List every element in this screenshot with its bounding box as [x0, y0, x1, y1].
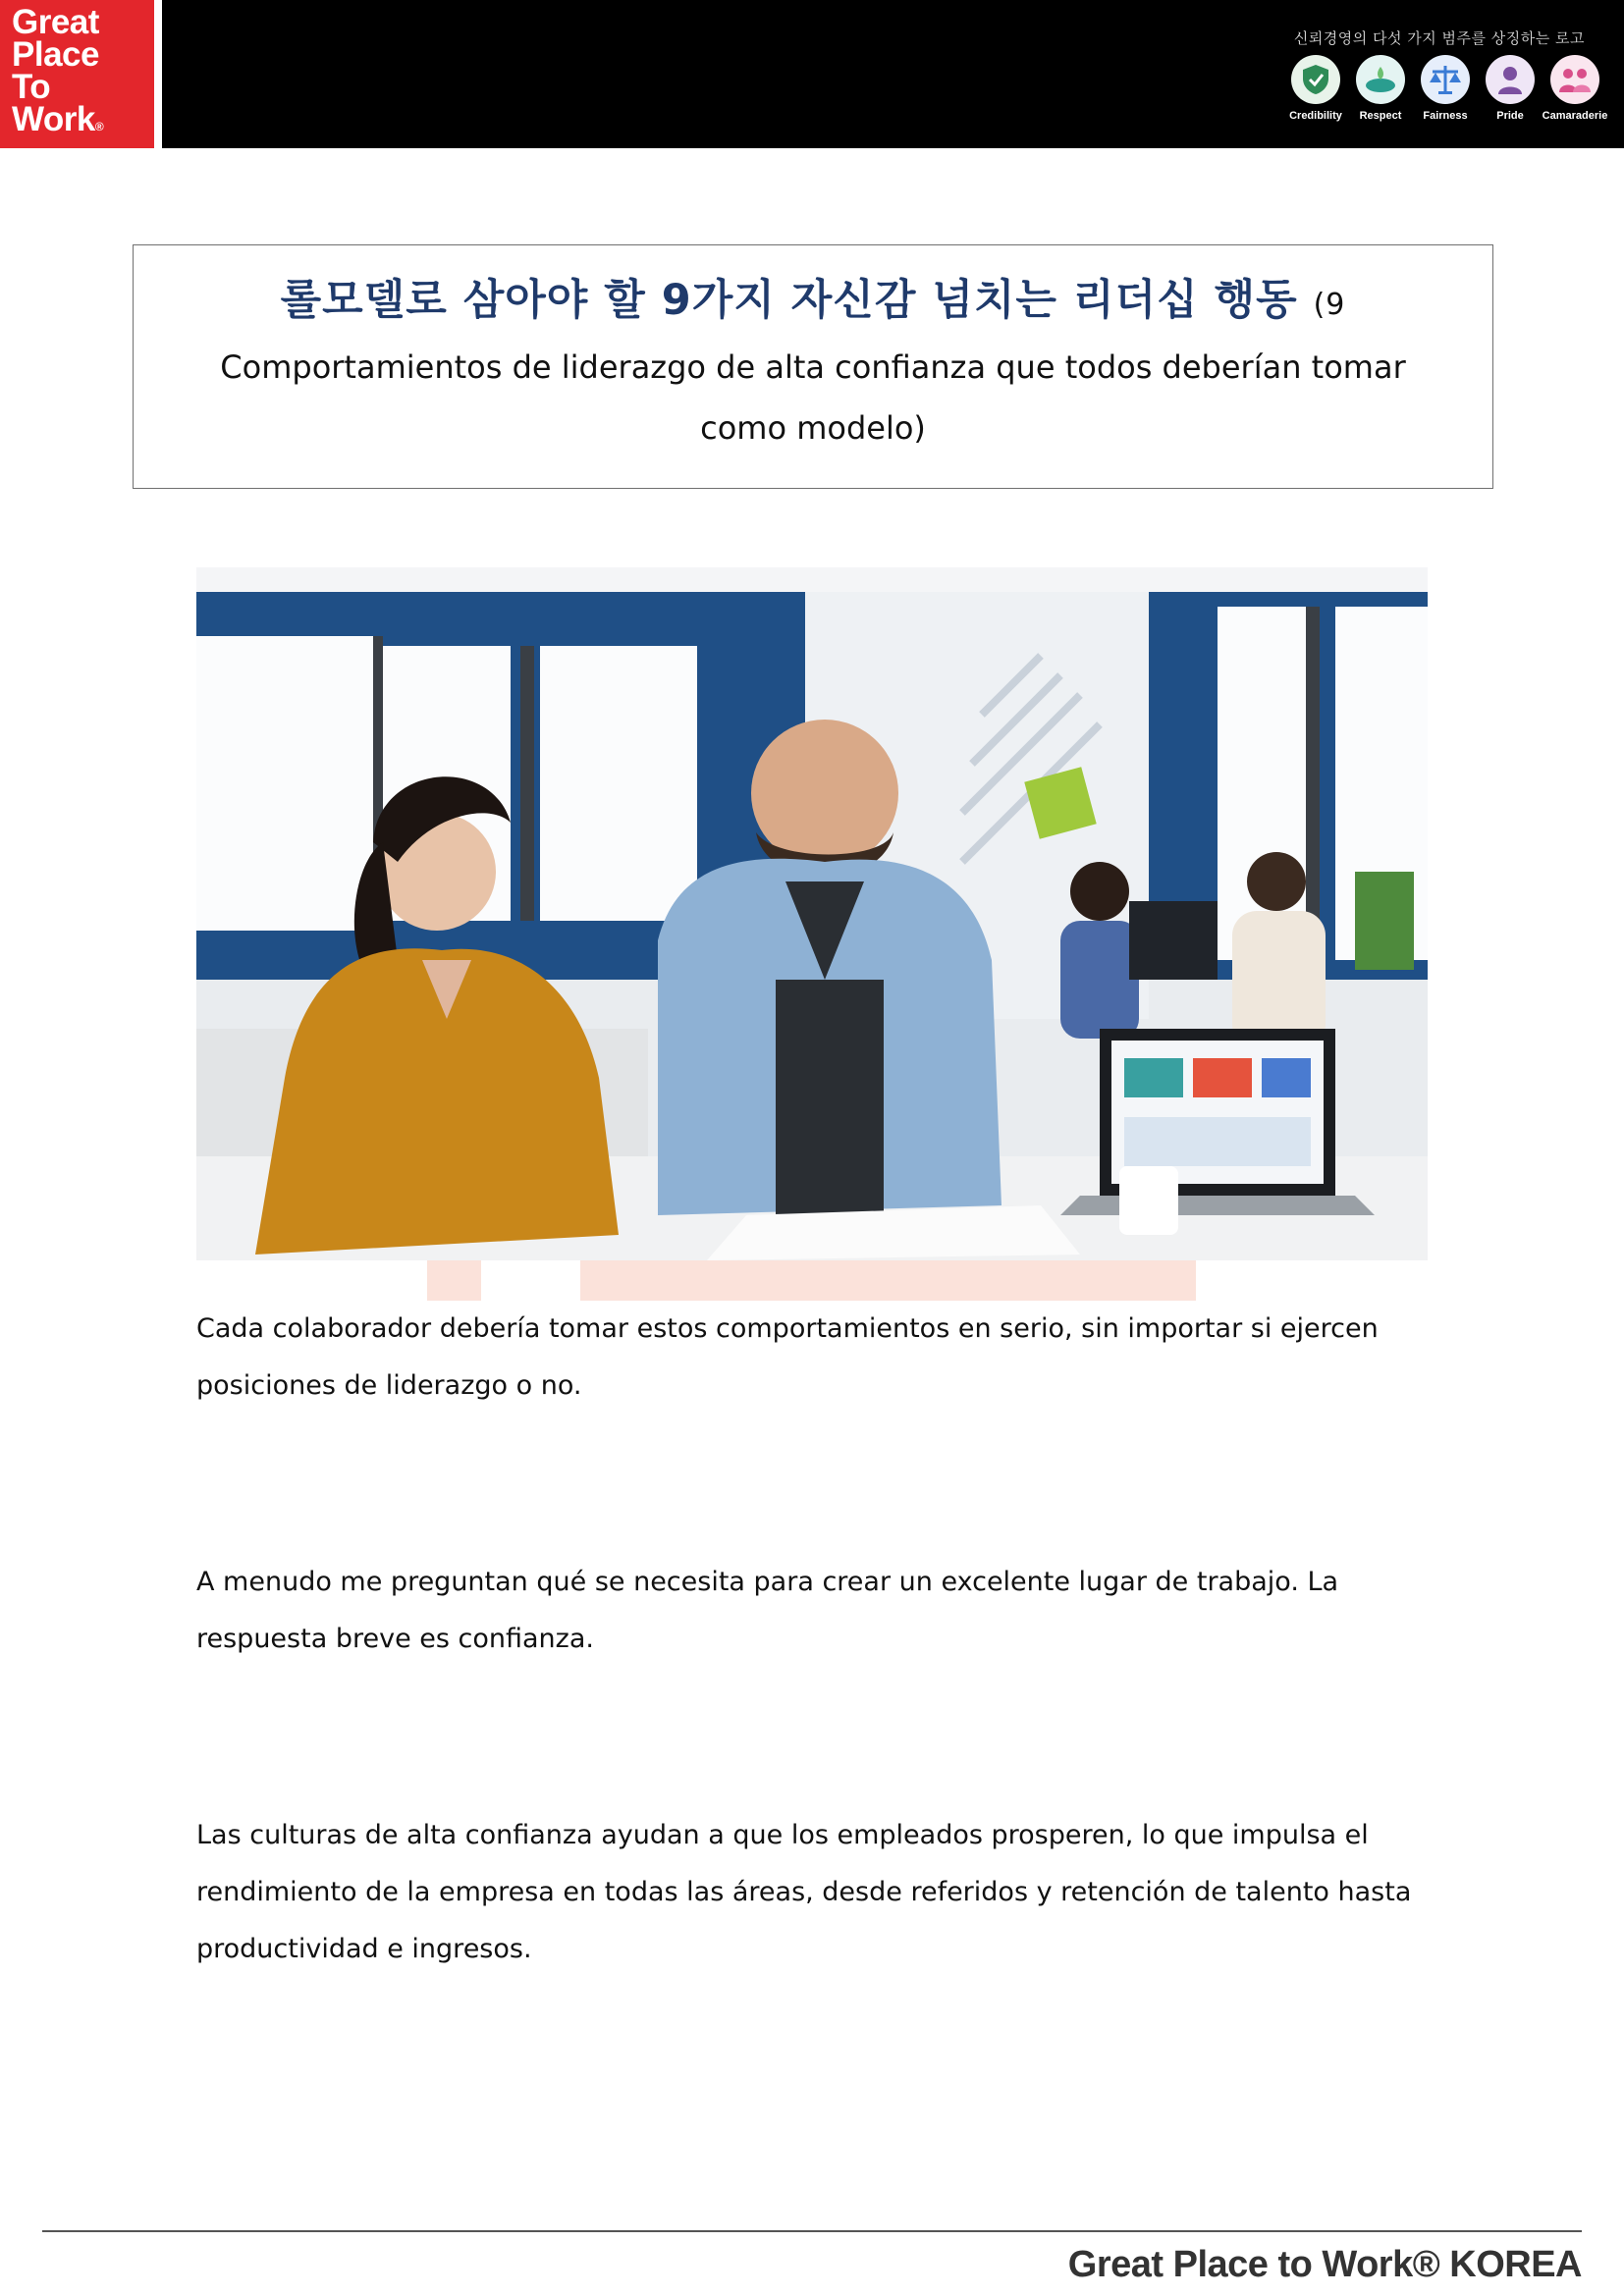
icon-label: Respect: [1359, 110, 1402, 122]
trust-icons: [1288, 55, 1608, 122]
logo-line: Work®: [12, 100, 104, 138]
person-icon: [1486, 55, 1535, 104]
icon-label: Fairness: [1423, 110, 1468, 122]
title-korean: 롤모델로 삼아야 할 9가지 자신감 넘치는 리더십 행동: [280, 276, 1298, 325]
header-caption: 신뢰경영의 다섯 가지 범주를 상징하는 로고: [1293, 29, 1585, 47]
icon-label: Pride: [1496, 110, 1524, 122]
shield-icon: [1291, 55, 1340, 104]
title-korean-tail: (9: [1313, 288, 1346, 322]
footer-divider: [42, 2230, 1582, 2232]
icon-label: Camaraderie: [1542, 110, 1608, 122]
icon-pride: [1483, 55, 1538, 122]
group-icon: [1550, 55, 1599, 104]
title-box: [133, 244, 1493, 489]
header-bar: [162, 0, 1624, 148]
scales-icon: [1421, 55, 1470, 104]
logo-line: To: [12, 68, 51, 106]
title-spanish: Comportamientos de liderazgo de alta confianza que todos deberían tomar como modelo): [220, 348, 1406, 447]
icon-fairness: [1418, 55, 1473, 122]
icon-respect: [1353, 55, 1408, 122]
footer-brand: Great Place to Work® KOREA: [1067, 2244, 1582, 2285]
logo-line: Great: [12, 3, 99, 41]
hands-icon: [1356, 55, 1405, 104]
office-photo: [196, 567, 1428, 1260]
icon-camaraderie: [1542, 55, 1608, 122]
paragraph: A menudo me preguntan qué se necesita para crear un excelente lugar de trabajo. La respuesta breve es confianza.: [196, 1567, 1339, 1654]
icon-credibility: [1288, 55, 1343, 122]
paragraph: Las culturas de alta confianza ayudan a que los empleados prosperen, lo que impulsa el rendimiento de la empresa en todas las áreas, desde referidos y retención de talento hasta productividad e ingresos.: [196, 1820, 1412, 1964]
text-highlight: [427, 1260, 481, 1301]
paragraph: Cada colaborador debería tomar estos comportamientos en serio, sin importar si ejercen posiciones de liderazgo o no.: [196, 1313, 1379, 1401]
gptw-logo: [0, 0, 154, 148]
icon-label: Credibility: [1289, 110, 1342, 122]
logo-line: Place: [12, 35, 99, 74]
title-korean-line: [134, 267, 1492, 327]
text-highlight: [580, 1260, 1196, 1301]
